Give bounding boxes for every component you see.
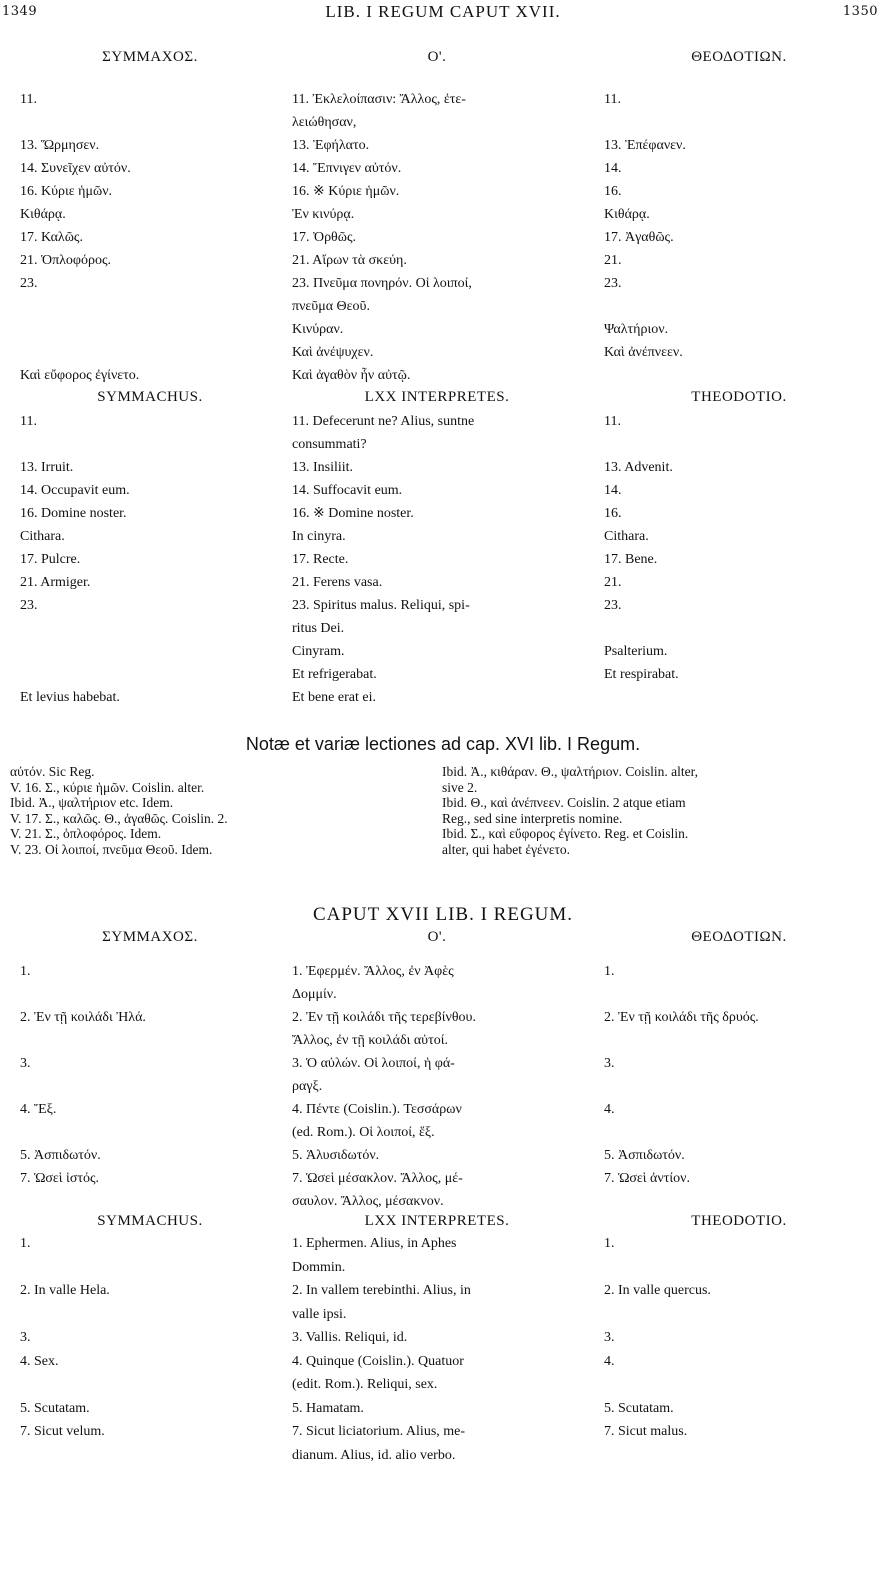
lxx-heading: Ο'. bbox=[427, 929, 447, 945]
note-line: Reg., sed sine interpretis nomine. bbox=[442, 810, 623, 826]
notes-right-column bbox=[442, 764, 874, 857]
lxx-line: 23. Πνεῦμα πονηρόν. Οἱ λοιποί, bbox=[292, 276, 472, 291]
theodotion-line: 3. bbox=[604, 1330, 615, 1345]
symmachus-line bbox=[20, 341, 280, 364]
note-line: V. 16. Σ., κύριε ἡμῶν. Coislin. alter. bbox=[10, 779, 205, 795]
theodotion-column bbox=[604, 928, 874, 1213]
symmachus-line: 1. bbox=[20, 1236, 31, 1251]
symmachus-line: 23. bbox=[20, 598, 38, 613]
running-title: LIB. I REGUM CAPUT XVII. bbox=[325, 2, 561, 21]
theodotion-line bbox=[604, 617, 874, 640]
theodotion-line: Κιθάρᾳ. bbox=[604, 207, 650, 222]
lxx-column bbox=[292, 48, 582, 387]
lxx-line: 5. Hamatam. bbox=[292, 1400, 364, 1416]
theodotion-line: 14. bbox=[604, 161, 622, 176]
lxx-line: 2. Ἐν τῇ κοιλάδι τῆς τερεβίνθου. bbox=[292, 1010, 476, 1025]
symmachus-line bbox=[20, 1303, 280, 1327]
theodotion-line: 4. bbox=[604, 1353, 615, 1369]
symmachus-line: 16. Κύριε ἡμῶν. bbox=[20, 184, 113, 199]
symmachus-line bbox=[20, 111, 280, 134]
lxx-line: 5. Ἁλυσιδωτόν. bbox=[292, 1148, 380, 1163]
symmachus-line: 21. Armiger. bbox=[20, 575, 91, 590]
theodotion-line: Καὶ ἀνέπνεεν. bbox=[604, 345, 683, 360]
theodotion-line: 14. bbox=[604, 483, 622, 498]
symmachus-line: 7. Sicut velum. bbox=[20, 1424, 105, 1439]
symmachus-heading: SYMMACHUS. bbox=[97, 389, 203, 405]
note-line: Ibid. Ἀ., ψαλτήριον etc. Idem. bbox=[10, 795, 174, 810]
symmachus-column bbox=[20, 928, 280, 1213]
symmachus-column bbox=[20, 388, 280, 709]
lxx-line: 17. Ὀρθῶς. bbox=[292, 230, 357, 245]
theodotion-line bbox=[604, 1029, 874, 1052]
theodotion-line: Cithara. bbox=[604, 529, 649, 544]
lxx-line: Ἐν κινύρᾳ. bbox=[292, 207, 355, 222]
symmachus-line bbox=[20, 1373, 280, 1397]
note-line: Ibid. Ἀ., κιθάραν. Θ., ψαλτήριον. Coislin. alter, bbox=[442, 764, 698, 779]
lxx-line: Κινύραν. bbox=[292, 322, 344, 337]
symmachus-line: Καὶ εὔφορος ἐγίνετο. bbox=[20, 368, 140, 383]
note-line: Ibid. Σ., καὶ εὔφορος ἐγίνετο. Reg. et Coislin. bbox=[442, 826, 689, 841]
page-number-right: 1350 bbox=[842, 4, 878, 19]
lxx-line: σαυλον. Ἄλλος, μέσακνον. bbox=[292, 1194, 444, 1209]
theodotion-line: 16. bbox=[604, 184, 622, 199]
lxx-line: 1. Ἐφερμέν. Ἄλλος, ἐν Ἀφὲς bbox=[292, 964, 454, 979]
theodotion-line bbox=[604, 1075, 874, 1098]
theodotion-line: 13. Ἐπέφανεν. bbox=[604, 138, 686, 153]
theodotion-line: 11. bbox=[604, 414, 621, 429]
symmachus-heading: ΣΥΜΜΑΧΟΣ. bbox=[102, 929, 198, 945]
theodotion-heading: ΘΕΟΔΟΤΙΩΝ. bbox=[691, 929, 787, 945]
symmachus-line bbox=[20, 983, 280, 1006]
theodotion-line bbox=[604, 686, 874, 709]
lxx-line: consummati? bbox=[292, 437, 367, 452]
lxx-line: Καὶ ἀνέψυχεν. bbox=[292, 345, 374, 360]
symmachus-line: 23. bbox=[20, 276, 38, 291]
theodotion-line: 2. Ἐν τῇ κοιλάδι τῆς δρυός. bbox=[604, 1010, 759, 1025]
lxx-line: Cinyram. bbox=[292, 644, 345, 659]
theodotion-line bbox=[604, 1190, 874, 1213]
theodotion-line: 4. bbox=[604, 1102, 615, 1117]
symmachus-heading: ΣΥΜΜΑΧΟΣ. bbox=[102, 49, 198, 65]
symmachus-line bbox=[20, 663, 280, 686]
symmachus-line: 17. Καλῶς. bbox=[20, 230, 83, 245]
symmachus-line: 11. bbox=[20, 92, 37, 107]
note-line: V. 17. Σ., καλῶς. Θ., ἀγαθῶς. Coislin. 2. bbox=[10, 810, 228, 826]
theodotion-line: 2. In valle quercus. bbox=[604, 1283, 711, 1298]
lxx-line: 7. Ὡσεὶ μέσακλον. Ἄλλος, μέ- bbox=[292, 1171, 463, 1186]
lxx-line: 2. In vallem terebinthi. Alius, in bbox=[292, 1283, 471, 1298]
symmachus-line bbox=[20, 1121, 280, 1144]
note-line: V. 23. Οἱ λοιποί, πνεῦμα Θεοῦ. Idem. bbox=[10, 841, 213, 857]
lxx-column bbox=[292, 1212, 582, 1467]
lxx-line: 3. Vallis. Reliqui, id. bbox=[292, 1330, 408, 1345]
theodotion-column bbox=[604, 48, 874, 387]
symmachus-line: Κιθάρᾳ. bbox=[20, 207, 66, 222]
symmachus-line: 4. Sex. bbox=[20, 1353, 59, 1369]
symmachus-line bbox=[20, 1075, 280, 1098]
lxx-line: 7. Sicut liciatorium. Alius, me- bbox=[292, 1424, 466, 1439]
symmachus-line: 14. Occupavit eum. bbox=[20, 483, 130, 498]
symmachus-line bbox=[20, 1029, 280, 1052]
lxx-line: 17. Recte. bbox=[292, 552, 349, 567]
lxx-line: Ἄλλος, ἐν τῇ κοιλάδι αὐτοί. bbox=[292, 1033, 449, 1048]
theodotion-line: 11. bbox=[604, 92, 621, 107]
symmachus-line bbox=[20, 640, 280, 663]
theodotion-heading: ΘΕΟΔΟΤΙΩΝ. bbox=[691, 49, 787, 65]
lxx-line: In cinyra. bbox=[292, 529, 346, 544]
lxx-line: πνεῦμα Θεοῦ. bbox=[292, 299, 370, 314]
lxx-line: 11. Ἐκλελοίπασιν: Ἄλλος, ἐτε- bbox=[292, 92, 466, 107]
symmachus-line: Et levius habebat. bbox=[20, 690, 120, 705]
theodotion-line bbox=[604, 1256, 874, 1280]
theodotion-column bbox=[604, 1212, 874, 1467]
lxx-line: 14. Ἔπνιγεν αὐτόν. bbox=[292, 161, 402, 176]
symmachus-line bbox=[20, 1190, 280, 1213]
theodotion-line: Et respirabat. bbox=[604, 667, 679, 682]
theodotion-line: 23. bbox=[604, 276, 622, 291]
lxx-line: 13. Insiliit. bbox=[292, 460, 354, 475]
theodotion-line: Ψαλτήριον. bbox=[604, 322, 669, 337]
lxx-line: Et refrigerabat. bbox=[292, 667, 377, 682]
lxx-line: 23. Spiritus malus. Reliqui, spi- bbox=[292, 598, 470, 613]
lxx-line: 3. Ὁ αὐλών. Οἱ λοιποί, ἡ φά- bbox=[292, 1056, 455, 1071]
theodotion-line: 17. Ἀγαθῶς. bbox=[604, 230, 674, 245]
lxx-line: Δομμίν. bbox=[292, 987, 337, 1002]
theodotion-line bbox=[604, 295, 874, 318]
theodotion-line bbox=[604, 983, 874, 1006]
lxx-line: Dommin. bbox=[292, 1259, 346, 1275]
theodotion-line: 1. bbox=[604, 1236, 615, 1251]
lxx-line: 11. Defecerunt ne? Alius, suntne bbox=[292, 414, 475, 429]
symmachus-line: 14. Συνεῖχεν αὐτόν. bbox=[20, 161, 131, 176]
lxx-line: 4. Πέντε (Coislin.). Τεσσάρων bbox=[292, 1102, 462, 1117]
theodotion-line: 21. bbox=[604, 253, 622, 268]
theodotion-line: 5. Ἀσπιδωτόν. bbox=[604, 1148, 685, 1163]
symmachus-line: 3. bbox=[20, 1056, 31, 1071]
theodotion-heading: THEODOTIO. bbox=[691, 1213, 787, 1229]
theodotion-line bbox=[604, 1303, 874, 1327]
symmachus-line: 21. Ὁπλοφόρος. bbox=[20, 253, 112, 268]
lxx-line: Καὶ ἀγαθὸν ἦν αὐτῷ. bbox=[292, 368, 411, 383]
lxx-line: 16. ※ Domine noster. bbox=[292, 506, 414, 521]
lxx-line: 16. ※ Κύριε ἡμῶν. bbox=[292, 184, 400, 199]
symmachus-line bbox=[20, 617, 280, 640]
theodotion-line: 7. Ὡσεὶ ἀντίον. bbox=[604, 1171, 690, 1186]
symmachus-line bbox=[20, 1444, 280, 1468]
theodotion-column bbox=[604, 388, 874, 709]
theodotion-line: 16. bbox=[604, 506, 622, 521]
lxx-line: 14. Suffocavit eum. bbox=[292, 483, 403, 498]
symmachus-line: 13. Ὥρμησεν. bbox=[20, 138, 100, 153]
theodotion-line: 7. Sicut malus. bbox=[604, 1424, 688, 1439]
symmachus-line bbox=[20, 433, 280, 456]
theodotion-line bbox=[604, 1373, 874, 1397]
symmachus-column bbox=[20, 1212, 280, 1467]
lxx-line: (edit. Rom.). Reliqui, sex. bbox=[292, 1377, 438, 1392]
theodotion-line: 21. bbox=[604, 575, 622, 590]
symmachus-line: 4. Ἔξ. bbox=[20, 1102, 57, 1117]
theodotion-line bbox=[604, 433, 874, 456]
lxx-line: valle ipsi. bbox=[292, 1306, 347, 1322]
lxx-heading: LXX INTERPRETES. bbox=[364, 1213, 510, 1229]
lxx-heading: LXX INTERPRETES. bbox=[364, 389, 510, 405]
theodotion-line: Psalterium. bbox=[604, 644, 668, 659]
lxx-line: ραγξ. bbox=[292, 1079, 323, 1094]
symmachus-heading: SYMMACHUS. bbox=[97, 1213, 203, 1229]
symmachus-line: 2. In valle Hela. bbox=[20, 1283, 110, 1298]
theodotion-heading: THEODOTIO. bbox=[691, 389, 787, 405]
theodotion-line: 1. bbox=[604, 964, 615, 979]
notes-title: Notæ et variæ lectiones ad cap. XVI lib. I Regum. bbox=[245, 734, 641, 754]
theodotion-line bbox=[604, 364, 874, 387]
symmachus-line bbox=[20, 295, 280, 318]
symmachus-line: 2. Ἐν τῇ κοιλάδι Ἠλά. bbox=[20, 1010, 146, 1025]
page-number-left: 1349 bbox=[2, 4, 38, 19]
note-line: V. 21. Σ., ὁπλοφόρος. Idem. bbox=[10, 826, 162, 841]
symmachus-line bbox=[20, 318, 280, 341]
theodotion-line: 3. bbox=[604, 1056, 615, 1071]
note-line: sive 2. bbox=[442, 779, 478, 795]
note-line: Ibid. Θ., καὶ ἀνέπνεεν. Coislin. 2 atque etiam bbox=[442, 795, 686, 810]
symmachus-line: 16. Domine noster. bbox=[20, 506, 127, 521]
symmachus-line: Cithara. bbox=[20, 529, 65, 544]
symmachus-line: 5. Scutatam. bbox=[20, 1400, 90, 1416]
theodotion-line: 5. Scutatam. bbox=[604, 1400, 674, 1416]
symmachus-line: 11. bbox=[20, 414, 37, 429]
symmachus-line bbox=[20, 1256, 280, 1280]
theodotion-line bbox=[604, 1444, 874, 1468]
note-line: αὐτόν. Sic Reg. bbox=[10, 764, 95, 779]
chapter-title: CAPUT XVII LIB. I REGUM. bbox=[312, 904, 574, 925]
symmachus-line: 1. bbox=[20, 964, 31, 979]
theodotion-line bbox=[604, 111, 874, 134]
lxx-line: (ed. Rom.). Οἱ λοιποί, ἕξ. bbox=[292, 1125, 435, 1140]
lxx-line: Et bene erat ei. bbox=[292, 690, 376, 705]
lxx-heading: Ο'. bbox=[427, 49, 447, 65]
lxx-line: 1. Ephermen. Alius, in Aphes bbox=[292, 1236, 457, 1251]
notes-left-column bbox=[10, 764, 420, 857]
lxx-line: λειώθησαν, bbox=[292, 115, 357, 130]
theodotion-line: 17. Bene. bbox=[604, 552, 658, 567]
lxx-column bbox=[292, 928, 582, 1213]
symmachus-line: 13. Irruit. bbox=[20, 460, 74, 475]
symmachus-column bbox=[20, 48, 280, 387]
symmachus-line: 17. Pulcre. bbox=[20, 552, 81, 567]
lxx-line: dianum. Alius, id. alio verbo. bbox=[292, 1447, 456, 1463]
lxx-line: 13. Ἐφήλατο. bbox=[292, 138, 370, 153]
note-line: alter, qui habet ἐγένετο. bbox=[442, 841, 571, 857]
lxx-line: 4. Quinque (Coislin.). Quatuor bbox=[292, 1353, 464, 1369]
theodotion-line: 13. Advenit. bbox=[604, 460, 673, 475]
lxx-column bbox=[292, 388, 582, 709]
lxx-line: 21. Αἴρων τὰ σκεύη. bbox=[292, 253, 407, 268]
theodotion-line: 23. bbox=[604, 598, 622, 613]
lxx-line: ritus Dei. bbox=[292, 621, 345, 636]
theodotion-line bbox=[604, 1121, 874, 1144]
symmachus-line: 5. Ἀσπιδωτόν. bbox=[20, 1148, 101, 1163]
lxx-line: 21. Ferens vasa. bbox=[292, 575, 383, 590]
symmachus-line: 7. Ὡσεὶ ἱστός. bbox=[20, 1171, 100, 1186]
symmachus-line: 3. bbox=[20, 1330, 31, 1345]
